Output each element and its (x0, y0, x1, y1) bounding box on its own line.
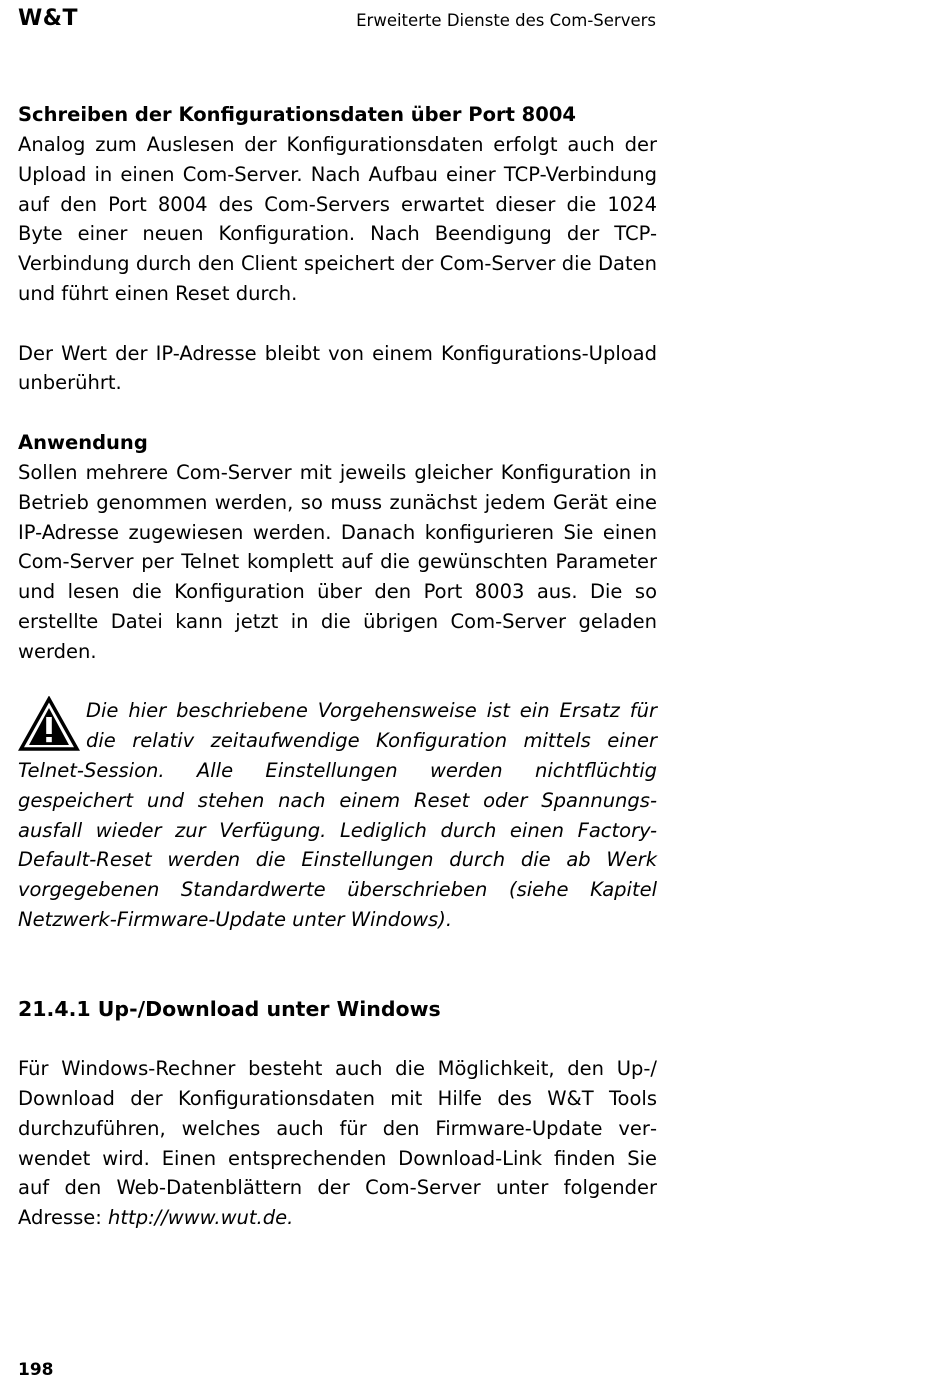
section-heading-port-8004: Schreiben der Konfigurationsdaten über Port 8004 (18, 103, 576, 126)
paragraph-ip-address-note: Der Wert der IP-Adresse bleibt von einem Konfigurations-Upload unberührt. (18, 341, 657, 395)
page-number: 198 (18, 1360, 54, 1380)
page-content (18, 100, 657, 1233)
paragraph-upload-description: Analog zum Auslesen der Konfigurationsdaten erfolgt auch der Upload in einen Com-Server. Nach Aufbau einer TCP-Verbindung auf den Port 8004 des Com-Servers erwartet dieser die 1024 Byte einer neuen Konfiguration. Nach Beendigung der TCP-Verbindung durch den Client speichert der Com-Server die Daten und führt einen Reset durch. (18, 133, 657, 305)
warning-triangle-icon (18, 696, 80, 752)
paragraph-windows-tool (18, 1054, 657, 1233)
warning-note (18, 696, 657, 934)
warning-text: Die hier beschriebene Vorgehensweise ist ein Ersatz für die relativ zeitaufwendige Konfiguration mittels einer Telnet-Session. Alle Einstellungen werden nichtflüchtig gespeichert und stehen nach einem Reset oder Spannungsausfall wieder zur Verfügung. Lediglich durch einen Factory-Default-Reset werden die Einstellungen durch die ab Werk vorgegebenen Standardwerte überschrieben (siehe Kapitel Netzwerk-Firmware-Update unter Windows). (18, 699, 657, 931)
section-heading-up-download-windows: 21.4.1 Up-/Download unter Windows (18, 997, 441, 1022)
section-heading-anwendung: Anwendung (18, 430, 148, 454)
paragraph-anwendung: Sollen mehrere Com-Server mit jeweils gleicher Konfiguration in Betrieb genommen werden, so muss zunächst jedem Gerät eine IP-Adresse zugewiesen werden. Danach konfigurieren Sie einen Com-Server per Telnet komplett auf die gewünschten Parameter und lesen die Konfiguration über den Port 8003 aus. Die so erstellte Datei kann jetzt in die übrigen Com-Server geladen werden. (18, 460, 657, 663)
brand-logo: W&T (18, 6, 78, 31)
wut-url-link[interactable]: http://www.wut.de. (108, 1206, 294, 1230)
paragraph-windows-tool-text: Für Windows-Rechner besteht auch die Möglichkeit, den Up-/ Download der Konfigurationsdaten mit Hilfe des W&T Tools durchzuführen, welches auch für den Firmware-Update verwendet wird. Einen entsprechenden Download-Link finden Sie auf den Web-Datenblättern der Com-Server unter folgender Adresse: (18, 1057, 657, 1230)
running-header-title: Erweiterte Dienste des Com-Servers (356, 11, 656, 30)
